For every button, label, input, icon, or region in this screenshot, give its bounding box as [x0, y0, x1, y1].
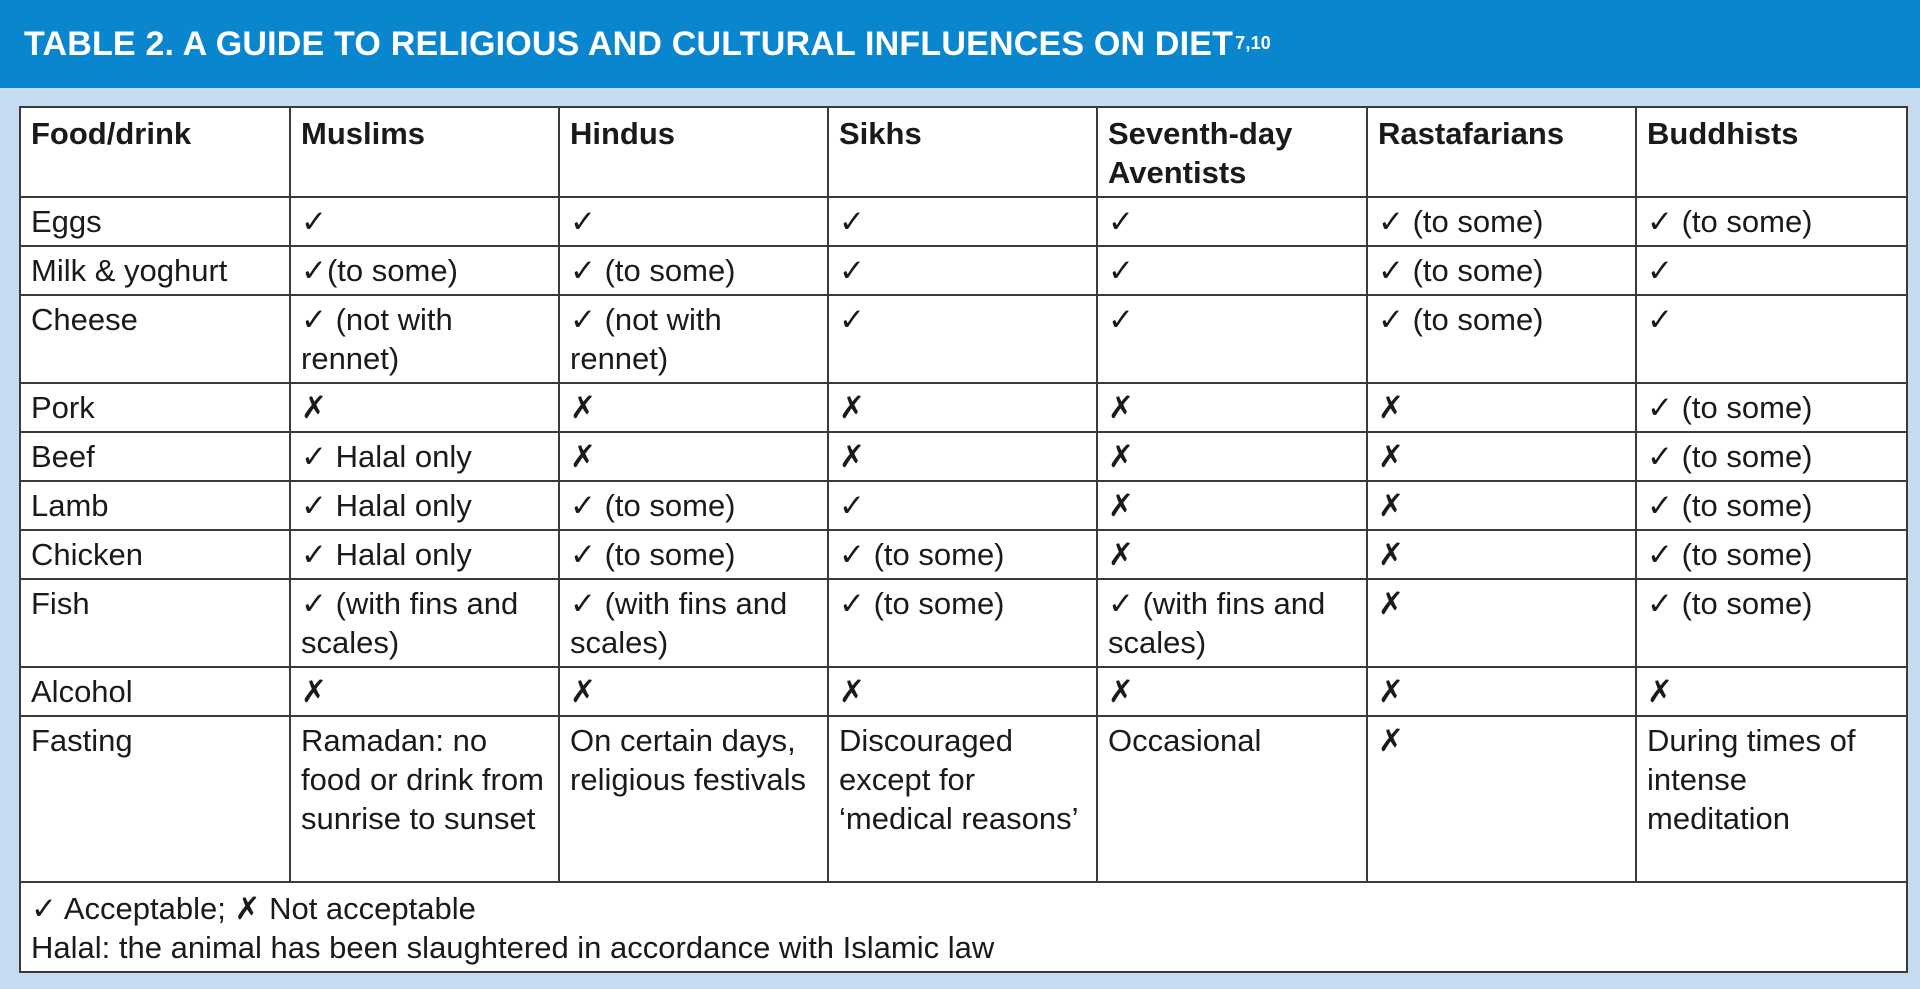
table-row	[20, 383, 1907, 432]
table-cell: ✗	[1367, 530, 1636, 579]
table-cell: ✗	[1367, 716, 1636, 882]
table-cell: ✗	[1367, 383, 1636, 432]
table-cell: ✗	[1097, 432, 1367, 481]
table-cell: ✗	[559, 667, 828, 716]
table-cell: Occasional	[1097, 716, 1367, 882]
table-cell: ✓ (to some)	[1367, 246, 1636, 295]
table-cell: ✓ (with fins and scales)	[290, 579, 559, 667]
food-label-cell: Cheese	[20, 295, 290, 383]
table-cell: ✓ (to some)	[559, 530, 828, 579]
table-cell: ✗	[1367, 432, 1636, 481]
table-cell: ✓	[1097, 197, 1367, 246]
table-cell: ✗	[1097, 383, 1367, 432]
table-cell: ✗	[290, 667, 559, 716]
table-cell: ✗	[1636, 667, 1907, 716]
food-label-cell: Chicken	[20, 530, 290, 579]
footer-row	[20, 882, 1907, 972]
table-cell: Discouraged except for ‘medical reasons’	[828, 716, 1097, 882]
table-cell: ✓ (not with rennet)	[290, 295, 559, 383]
table-cell: ✓ (to some)	[559, 481, 828, 530]
column-header: Hindus	[559, 107, 828, 197]
table-row	[20, 667, 1907, 716]
food-label-cell: Eggs	[20, 197, 290, 246]
table-cell: ✓ (to some)	[1636, 530, 1907, 579]
table-cell: ✓	[559, 197, 828, 246]
table-cell: ✓ (to some)	[828, 530, 1097, 579]
table-cell: ✓ (to some)	[828, 579, 1097, 667]
table-row	[20, 579, 1907, 667]
food-label-cell: Alcohol	[20, 667, 290, 716]
table-cell: ✗	[1097, 667, 1367, 716]
table-cell: ✓	[828, 481, 1097, 530]
table-row	[20, 197, 1907, 246]
food-label-cell: Lamb	[20, 481, 290, 530]
food-label-cell: Fasting	[20, 716, 290, 882]
column-header: Rastafarians	[1367, 107, 1636, 197]
table-cell: ✗	[828, 667, 1097, 716]
table-cell: ✓(to some)	[290, 246, 559, 295]
table-cell: ✓ Halal only	[290, 481, 559, 530]
food-label-cell: Beef	[20, 432, 290, 481]
table-cell: Ramadan: no food or drink from sunrise to sunset	[290, 716, 559, 882]
table-cell: ✗	[1097, 481, 1367, 530]
table-title-text: TABLE 2. A GUIDE TO RELIGIOUS AND CULTURAL INFLUENCES ON DIET	[24, 24, 1234, 63]
table-cell: ✓ (with fins and scales)	[559, 579, 828, 667]
legend-text: ✓ Acceptable; ✗ Not acceptable	[31, 891, 476, 926]
table-cell: ✗	[828, 383, 1097, 432]
column-header: Food/drink	[20, 107, 290, 197]
table-cell: ✗	[1367, 579, 1636, 667]
table-row	[20, 295, 1907, 383]
table-cell: ✗	[828, 432, 1097, 481]
table-title	[24, 25, 1271, 64]
table-row	[20, 716, 1907, 882]
header-row	[20, 107, 1907, 197]
table-cell: ✓	[1097, 295, 1367, 383]
table-row	[20, 246, 1907, 295]
table-cell: ✗	[559, 383, 828, 432]
column-header: Sikhs	[828, 107, 1097, 197]
halal-note: Halal: the animal has been slaughtered in accordance with Islamic law	[31, 930, 995, 965]
table-row	[20, 432, 1907, 481]
table-cell: ✓	[1636, 246, 1907, 295]
table-cell: ✓ (to some)	[1636, 481, 1907, 530]
column-header: Buddhists	[1636, 107, 1907, 197]
table-cell: ✓ (to some)	[1367, 197, 1636, 246]
table-container	[19, 106, 1906, 968]
table-cell: ✗	[1367, 481, 1636, 530]
table-cell: During times of intense meditation	[1636, 716, 1907, 882]
table-cell: ✓ (to some)	[1367, 295, 1636, 383]
food-label-cell: Milk & yoghurt	[20, 246, 290, 295]
table-cell: ✓	[1636, 295, 1907, 383]
table-row	[20, 530, 1907, 579]
table-cell: ✗	[559, 432, 828, 481]
table-cell: ✓ (to some)	[1636, 432, 1907, 481]
table-cell: ✓	[828, 295, 1097, 383]
title-bar	[0, 0, 1920, 88]
table-cell: ✓	[828, 246, 1097, 295]
table-cell: ✓	[1097, 246, 1367, 295]
table-cell: ✓ (to some)	[1636, 579, 1907, 667]
table-cell: ✗	[290, 383, 559, 432]
table-cell: ✓ Halal only	[290, 432, 559, 481]
table-cell: ✓ (to some)	[559, 246, 828, 295]
table-cell: ✓	[828, 197, 1097, 246]
footer-notes	[20, 882, 1907, 972]
table-row	[20, 481, 1907, 530]
column-header: Seventh-day Aventists	[1097, 107, 1367, 197]
diet-table	[19, 106, 1908, 973]
food-label-cell: Fish	[20, 579, 290, 667]
table-cell: ✓	[290, 197, 559, 246]
table-cell: ✗	[1367, 667, 1636, 716]
table-cell: ✓ (to some)	[1636, 383, 1907, 432]
table-cell: ✓ (not with rennet)	[559, 295, 828, 383]
food-label-cell: Pork	[20, 383, 290, 432]
title-reference-superscript: 7,10	[1235, 32, 1271, 53]
table-cell: ✓ (with fins and scales)	[1097, 579, 1367, 667]
table-cell: ✓ Halal only	[290, 530, 559, 579]
table-cell: ✓ (to some)	[1636, 197, 1907, 246]
table-cell: ✗	[1097, 530, 1367, 579]
table-cell: On certain days, religious festivals	[559, 716, 828, 882]
column-header: Muslims	[290, 107, 559, 197]
